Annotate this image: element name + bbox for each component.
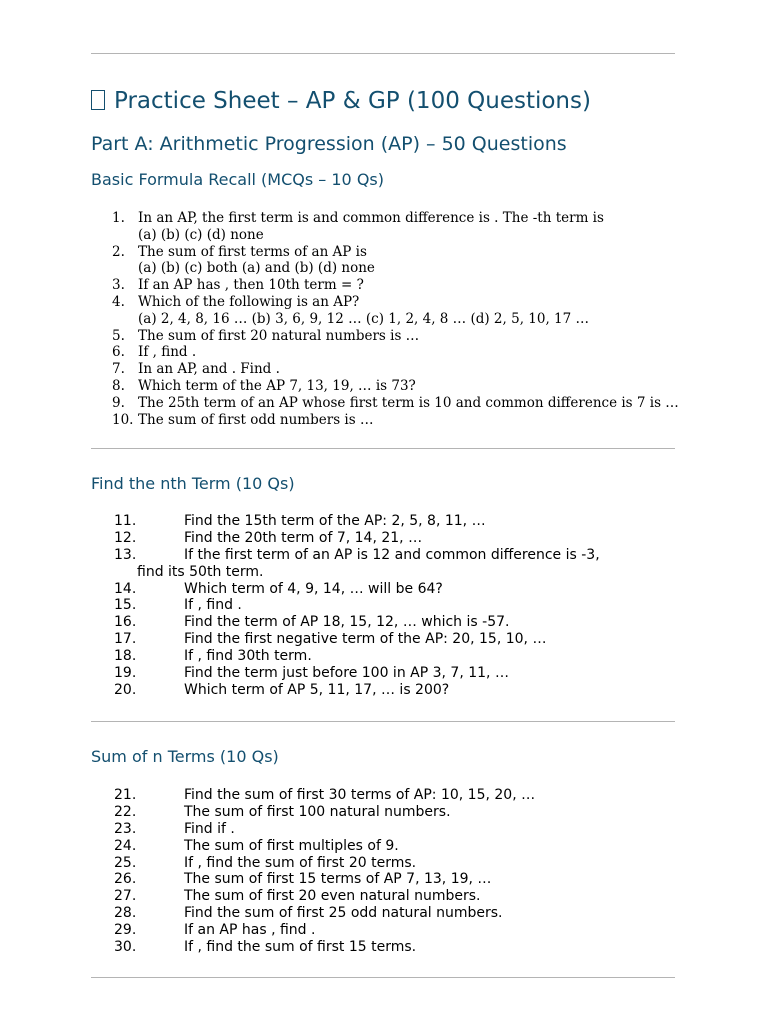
item-number: 13.: [114, 546, 137, 563]
item-number: 11.: [114, 513, 137, 529]
item-number: 19.: [114, 665, 137, 682]
missing-glyph-box-icon: [91, 90, 105, 110]
item-number: 24.: [114, 837, 137, 854]
item-number: 16.: [114, 614, 137, 631]
item-text: Which of the following is an AP?: [138, 294, 360, 310]
item-text: If , find 30th term.: [184, 648, 312, 665]
item-text: If the first term of an AP is 12 and common difference is -3,: [184, 546, 600, 563]
item-number: 22.: [114, 803, 137, 820]
item-number: 26.: [114, 871, 137, 888]
section-divider: [91, 448, 675, 449]
item-number: 21.: [114, 787, 137, 803]
item-number: 7.: [112, 361, 125, 378]
item-number: 23.: [114, 820, 137, 837]
item-text: Find the sum of first 25 odd natural numbers.: [184, 905, 503, 922]
item-text: Which term of the AP 7, 13, 19, … is 73?: [138, 378, 416, 394]
item-number: 18.: [114, 648, 137, 665]
item-number: 3.: [112, 277, 125, 294]
item-text-continuation: find its 50th term.: [137, 563, 264, 580]
item-options: (a) (b) (c) (d) none: [138, 226, 264, 243]
item-text: The 25th term of an AP whose first term is 10 and common difference is 7 is …: [138, 394, 679, 411]
item-text: If , find .: [138, 344, 197, 361]
item-text: In an AP, and . Find .: [138, 361, 280, 378]
item-number: 8.: [112, 378, 125, 394]
part-a-heading: Part A: Arithmetic Progression (AP) – 50 Questions: [91, 133, 567, 155]
item-number: 29.: [114, 922, 137, 939]
item-options: (a) (b) (c) both (a) and (b) (d) none: [138, 260, 375, 277]
item-text: If , find .: [184, 597, 242, 614]
item-text: Find if .: [184, 820, 235, 837]
item-text: If an AP has , then 10th term = ?: [138, 277, 364, 294]
item-number: 5.: [112, 327, 125, 344]
item-number: 14.: [114, 580, 137, 597]
item-text: Find the term just before 100 in AP 3, 7, 11, …: [184, 665, 509, 682]
item-number: 1.: [112, 210, 125, 226]
item-number: 17.: [114, 631, 137, 648]
item-number: 9.: [112, 394, 125, 411]
item-text: Find the term of AP 18, 15, 12, … which is -57.: [184, 614, 510, 631]
item-options: (a) 2, 4, 8, 16 … (b) 3, 6, 9, 12 … (c) 1, 2, 4, 8 … (d) 2, 5, 10, 17 …: [138, 310, 590, 327]
item-number: 6.: [112, 344, 125, 361]
nth-section-heading: Find the nth Term (10 Qs): [91, 474, 295, 493]
item-text: Find the 20th term of 7, 14, 21, …: [184, 529, 423, 546]
item-number: 12.: [114, 529, 137, 546]
item-number: 2.: [112, 243, 125, 260]
page-title: [91, 88, 591, 114]
sum-section-heading: Sum of n Terms (10 Qs): [91, 747, 279, 766]
item-number: 20.: [114, 681, 137, 698]
item-text: Which term of 4, 9, 14, … will be 64?: [184, 580, 443, 597]
page-title-text: Practice Sheet – AP & GP (100 Questions): [114, 88, 591, 114]
basic-section-heading: Basic Formula Recall (MCQs – 10 Qs): [91, 170, 384, 189]
item-text: Find the sum of first 30 terms of AP: 10, 15, 20, …: [184, 787, 536, 803]
item-text: Which term of AP 5, 11, 17, … is 200?: [184, 681, 450, 698]
item-text: The sum of first 20 natural numbers is …: [138, 327, 420, 344]
item-number: 4.: [112, 294, 125, 310]
item-text: The sum of first odd numbers is …: [138, 411, 374, 428]
item-number: 15.: [114, 597, 137, 614]
item-text: If , find the sum of first 20 terms.: [184, 854, 417, 871]
section-divider: [91, 721, 675, 722]
item-text: Find the 15th term of the AP: 2, 5, 8, 11, …: [184, 513, 486, 529]
item-text: In an AP, the first term is and common difference is . The -th term is: [138, 210, 604, 226]
bottom-divider: [91, 977, 675, 978]
item-number: 25.: [114, 854, 137, 871]
item-number: 10.: [112, 411, 134, 428]
item-text: The sum of first 15 terms of AP 7, 13, 19, …: [184, 871, 492, 888]
item-text: If an AP has , find .: [184, 922, 316, 939]
item-text: The sum of first 20 even natural numbers.: [184, 888, 481, 905]
item-number: 30.: [114, 939, 137, 956]
item-text: Find the first negative term of the AP: 20, 15, 10, …: [184, 631, 547, 648]
top-divider: [91, 53, 675, 54]
item-text: The sum of first multiples of 9.: [184, 837, 399, 854]
item-text: The sum of first 100 natural numbers.: [184, 803, 451, 820]
item-number: 27.: [114, 888, 137, 905]
item-text: If , find the sum of first 15 terms.: [184, 939, 417, 956]
item-text: The sum of first terms of an AP is: [138, 243, 367, 260]
item-number: 28.: [114, 905, 137, 922]
